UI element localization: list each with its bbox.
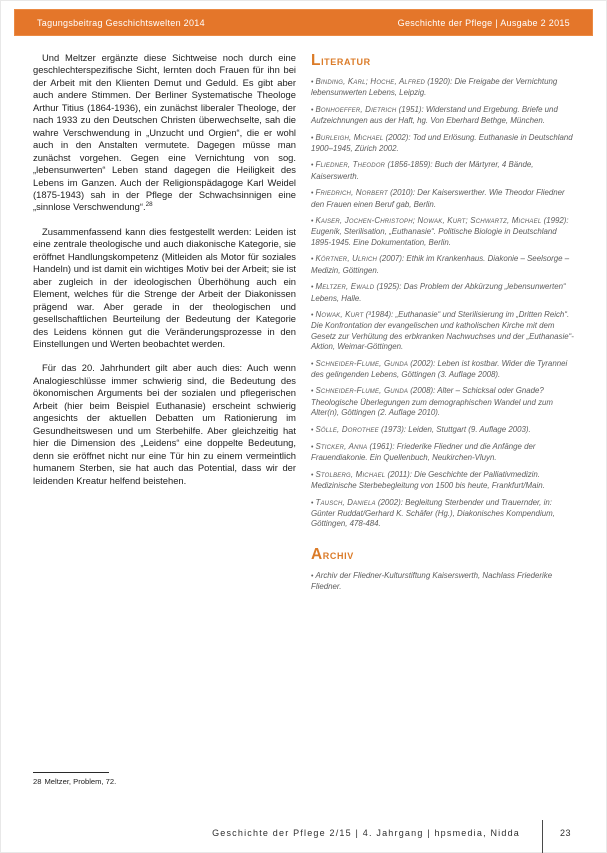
article-text-column: [33, 52, 296, 599]
footer-divider: [542, 820, 543, 853]
literature-entry: [311, 254, 577, 276]
bullet-icon: •: [311, 106, 314, 114]
bullet-icon: •: [311, 443, 314, 451]
page-footer: [0, 818, 607, 853]
article-paragraph-2: Zusammenfassend kann dies festgestellt werden: Leiden ist eine zentrale theologische und auch diakonische Kategorie, sie eröffnet Handlungskompetenz (Mitleiden als Motor für soziales Handeln) und ist damit ein wichtiges Motiv bei der Arbeit; sie ist aber zugleich in der ideologischen Überhöhung auch ein Element, welches für die Strenge der Arbeit der Diakonissen prägend war. Aber gerade in der theologischen und gesellschaftlichen Beurteilung der Bedeutung der Kategorie des Leidens können gut die Veränderungsprozesse in den Einstellungen und Werten beobachtet werden.: [33, 225, 296, 349]
literature-entry: [311, 160, 577, 182]
footnote-reference: 28: [145, 201, 153, 209]
bullet-icon: •: [311, 162, 314, 170]
literature-entry: [311, 216, 577, 248]
entry-text: (1920): Die Freigabe der Vernichtung lebensunwerten Lebens, Leipzig.: [311, 77, 558, 98]
entry-authors: Friedrich, Norbert: [315, 188, 388, 198]
literature-entry: [311, 386, 577, 418]
entry-authors: Meltzer, Ewald: [315, 282, 375, 292]
literature-entry: [311, 282, 577, 304]
entry-text: (2008): Alter – Schicksal oder Gnade? Theologische Überlegungen zum demographischen Wandel und zum Alter(n), Göttingen (2. Auflage 2010).: [311, 386, 553, 418]
bullet-icon: •: [311, 284, 314, 292]
footnote-separator: [33, 772, 109, 773]
entry-authors: Stolberg, Michael: [315, 469, 386, 479]
entry-text: (1951): Widerstand und Ergebung. Briefe und Aufzeichnungen aus der Haft, hg. Von Eberhard Bethge, München.: [311, 104, 558, 126]
footnote-number: 28: [33, 777, 42, 786]
entry-text: (1961): Friederike Fliedner und die Anfänge der Frauendiakonie. Ein Quellenbuch, Neukirchen-Vluyn.: [311, 441, 536, 463]
bullet-icon: •: [311, 134, 314, 142]
entry-text: (2002): Leben ist kostbar. Wider die Tyrannei des gelingenden Lebens, Göttingen (3. Auflage 2008).: [311, 358, 568, 379]
bullet-icon: •: [311, 79, 314, 86]
entry-authors: Körtner, Ulrich: [315, 254, 378, 264]
header-left-text: Tagungsbeitrag Geschichtswelten 2014: [37, 17, 205, 28]
entry-authors: Fliedner, Theodor: [315, 160, 386, 170]
archive-heading: Archiv: [311, 545, 354, 563]
entry-authors: Schneider-Flume, Gunda: [315, 386, 409, 396]
entry-text: (1925): Das Problem der Abkürzung „lebensunwerten“ Lebens, Halle.: [311, 282, 566, 303]
bullet-icon: •: [311, 572, 314, 580]
entry-text: (2007): Ethik im Krankenhaus. Diakonie – Seelsorge – Medizin, Göttingen.: [311, 254, 570, 275]
entry-text: (³1984): „Euthanasie“ und Sterilisierung im „Dritten Reich“. Die Konfrontation der evangelischen und katholischen Kirche mit dem Gesetz zur Verhütung des erbkranken Nachwuchses und der „Euthanasie“-Aktion, Weimar-Göttingen.: [311, 309, 574, 352]
entry-text: (2010): Der Kaiserswerther. Wie Theodor Fliedner den Frauen einen Beruf gab, Berlin.: [311, 188, 565, 209]
bullet-icon: •: [311, 190, 314, 198]
literature-entry: [311, 188, 577, 210]
literature-entry: [311, 425, 577, 436]
literature-entry: [311, 359, 577, 381]
literature-entry: [311, 498, 577, 530]
entry-authors: Sölle, Dorothee: [315, 424, 379, 434]
bullet-icon: •: [311, 499, 314, 507]
entry-authors: Sticker, Anna: [315, 441, 368, 451]
bullet-icon: •: [311, 256, 314, 264]
entry-authors: Schneider-Flume, Gunda: [315, 358, 409, 368]
literature-entry: [311, 442, 577, 464]
references-column: [311, 52, 577, 599]
bullet-icon: •: [311, 388, 314, 396]
bullet-icon: •: [311, 311, 314, 319]
entry-text: Archiv der Fliedner-Kulturstiftung Kaiserswerth, Nachlass Friederike Fliedner.: [311, 570, 553, 592]
page-number: 23: [560, 828, 572, 838]
entry-authors: Bonhoeffer, Dietrich: [315, 104, 397, 114]
footnote-text: Meltzer, Problem, 72.: [44, 777, 117, 786]
bullet-icon: •: [311, 471, 314, 479]
entry-text: (2011): Die Geschichte der Palliativmedizin. Medizinische Sterbebegleitung von 1500 bis heute, Frankfurt/Main.: [311, 469, 545, 491]
entry-authors: Tausch, Daniela: [315, 497, 376, 507]
entry-authors: Burleigh, Michael: [315, 132, 384, 142]
page-header-bar: [14, 9, 593, 36]
literature-heading: Literatur: [311, 52, 371, 69]
bullet-icon: •: [311, 218, 314, 226]
two-column-body: [33, 52, 577, 599]
paragraph-text: Und Meltzer ergänzte diese Sichtweise noch durch eine geschlechterspezifische Sicht, lernten doch Frauen für ihn bei der Arbeit mit den Klienten Demut und Geduld. Es gibt aber auch andere Stimmen. Der Berliner Systematische Theologe Arthur Titius (1864-1936), ein zunächst liberaler Theologe, der nach 1933 zu den Deutschen Christen überwechselte, sah die wahre Verschwendung in „Unzucht und Orgien“, die er wohl auch in den Anstalten vermutete. Dagegen müsse man zunächst vorgehen. Gegen eine Vernichtung von sog. „lebensunwerten“ Leben stand dagegen die Heiligkeit des Lebens im Ganzen. Auch der Religionspädagoge Karl Weidel (1875-1943) sah in der Pflege der Schwachsinnigen eine „sinnlose Verschwendung“.: [33, 52, 296, 213]
entry-text: (2002): Tod und Erlösung. Euthanasie in Deutschland 1900–1945, Zürich 2002.: [311, 132, 573, 154]
archive-entry: [311, 571, 577, 593]
article-paragraph-1: [33, 52, 296, 214]
literature-entry: [311, 77, 577, 99]
entry-authors: Nowak, Kurt: [315, 309, 364, 319]
literature-list: [311, 77, 577, 530]
literature-entry: [311, 470, 577, 492]
entry-text: (1973): Leiden, Stuttgart (9. Auflage 2003).: [381, 424, 531, 434]
entry-authors: Binding, Karl; Hoche, Alfred: [315, 77, 426, 86]
footer-journal-info: Geschichte der Pflege 2/15 | 4. Jahrgang | hpsmedia, Nidda: [212, 828, 520, 838]
entry-text: (1992): Eugenik, Sterilisation, „Euthanasie“. Politische Biologie in Deutschland 1895-1945. Eine Dokumentation, Berlin.: [311, 216, 569, 247]
entry-authors: Kaiser, Jochen-Christoph; Nowak, Kurt; Schwartz, Michael: [315, 216, 542, 226]
entry-text: (2002): Begleitung Sterbender und Trauernder, in: Günter Ruddat/Gerhard K. Schäfer (Hg.), Diakonisches Kompendium, Göttingen, 478-484.: [311, 497, 555, 529]
entry-text: (1856-1859): Buch der Märtyrer, 4 Bände, Kaiserswerth.: [311, 160, 534, 181]
footnote: [33, 777, 116, 786]
bullet-icon: •: [311, 360, 314, 368]
literature-entry: [311, 133, 577, 155]
bullet-icon: •: [311, 426, 314, 434]
archive-list: [311, 571, 577, 593]
header-right-text: Geschichte der Pflege | Ausgabe 2 2015: [397, 17, 570, 28]
literature-entry: [311, 310, 577, 353]
article-paragraph-3: Für das 20. Jahrhundert gilt aber auch dies: Auch wenn Analogieschlüsse immer schwierig sind, die Bedeutung des ökonomischen Arguments bei der sozialen und pflegerischen Arbeit (hier beim Beispiel Euthanasie) erscheint schwierig angesichts der aktuellen Debatten um Rationierung im Gesundheitswesen und um Sterbehilfe. Aber gleichzeitig hat hier die Dimension des „Leidens“ eine doppelte Bedeutung, denn sie eröffnet nicht nur eine Tür hin zu einem vermeintlich humanem Sterben, sie hat auch das Potential, dass wir der leidenden Kreatur helfend beistehen.: [33, 362, 296, 486]
literature-entry: [311, 105, 577, 127]
